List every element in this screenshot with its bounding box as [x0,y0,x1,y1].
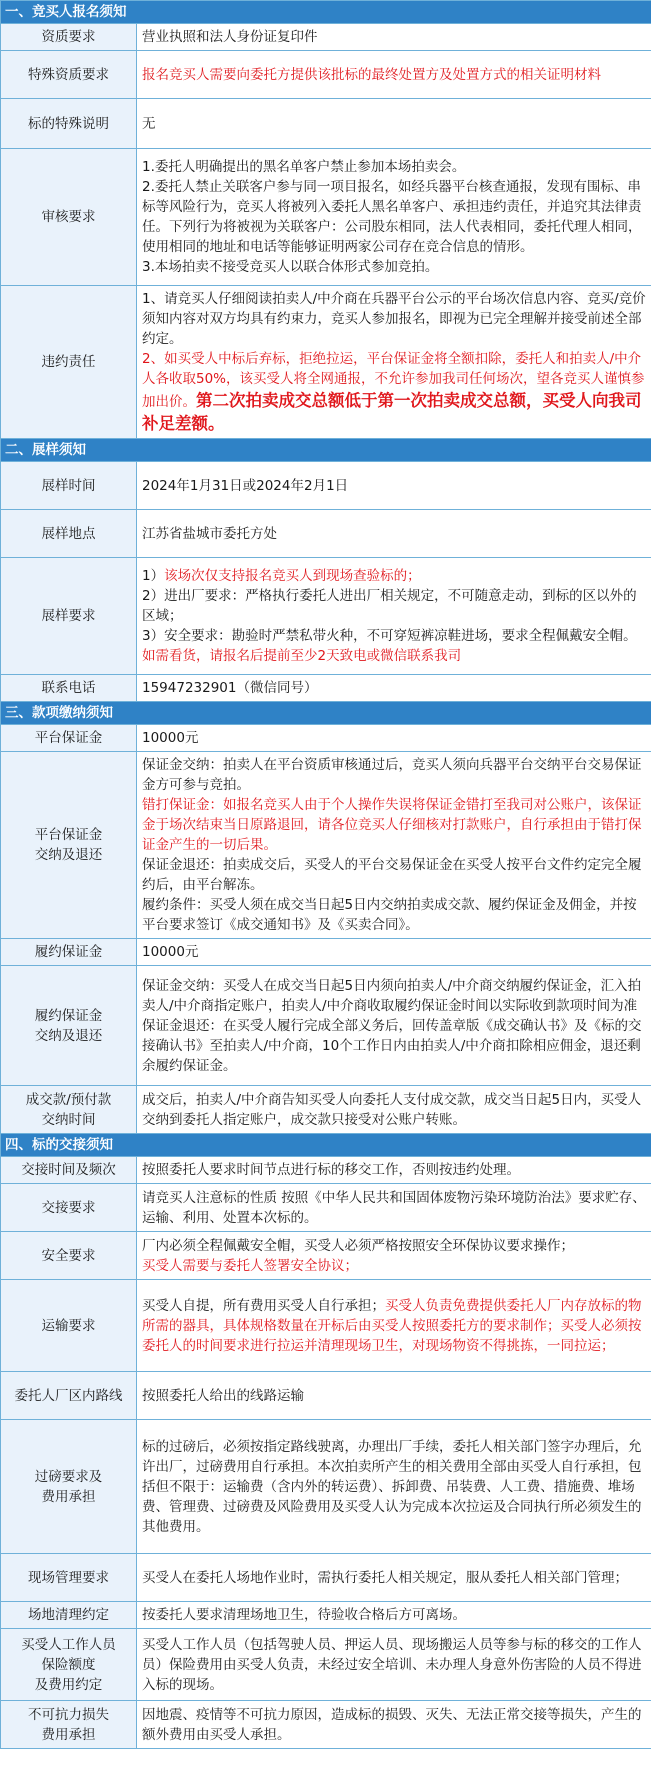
row-text: 保证金交纳：拍卖人在平台资质审核通过后，竞买人须向兵器平台交纳平台交易保证金方可参与竞拍。 [142,757,642,793]
row-text: 10000元 [142,944,199,960]
table-row [1,939,651,966]
row-value [137,752,651,939]
row-text: 买受人需要与委托人签署安全协议； [142,1257,358,1274]
row-text: 履约条件：买受人须在成交当日起5日内交纳拍卖成交款、履约保证金及佣金，并按平台要求签订《成交通知书》及《买卖合同》。 [142,897,637,933]
section-title: 一、竞买人报名须知 [1,1,651,24]
row-value [137,99,651,149]
section-header-row [1,439,651,462]
row-text: 1、请竞买人仔细阅读拍卖人/中介商在兵器平台公示的平台场次信息内容、竞买/竞价须知内容对双方均具有约束力，竞买人参加报名，即视为已完全理解并接受前述全部约定。 [142,291,646,347]
row-value [137,1086,651,1134]
table-row [1,1086,651,1134]
row-value [137,462,651,510]
row-label: 委托人厂区内路线 [1,1372,137,1420]
row-label: 平台保证金 [1,725,137,752]
row-text: 保证金退还：在买受人履行完成全部义务后，回传盖章版《成交确认书》及《标的交接确认书》至拍卖人/中介商，10个工作日内由拍卖人/中介商扣除相应佣金，退还剩余履约保证金。 [142,1017,642,1074]
row-text: 买受人工作人员（包括驾驶人员、押运人员、现场搬运人员等参与标的移交的工作人员）保险费用由买受人负责，未经过安全培训、未办理人身意外伤害险的人员不得进入标的现场。 [142,1636,642,1693]
row-value [137,725,651,752]
row-label: 不可抗力损失 费用承担 [1,1701,137,1749]
row-text: 按照委托人给出的线路运输 [142,1387,304,1404]
row-label: 特殊资质要求 [1,51,137,99]
row-label: 审核要求 [1,149,137,286]
table-row [1,1420,651,1554]
row-value [137,1701,651,1749]
row-text: 买受人负责免费提供委托人厂内存放标的物所需的器具，具体规格数量在开标后由买受人按照委托方的要求制作；买受人必须按委托人的时间要求进行拉运并清理现场卫生，对现场物资不得挑拣，一同拉运； [142,1297,642,1354]
table-row [1,24,651,51]
row-text: 2.委托人禁止关联客户参与同一项目报名，如经兵器平台核查通报，发现有围标、串标等风险行为，竞买人将被列入委托人黑名单客户、承担违约责任，并追究其法律责任。下列行为将被视为关联客户：公司股东相同，法人代表相同，委托代理人相同，使用相同的地址和电话等能够证明两家公司存在竞合信息的情形。 [142,179,642,255]
row-text: 请竞买人注意标的性质 按照《中华人民共和国固体废物污染环境防治法》要求贮存、运输、利用、处置本次标的。 [142,1189,646,1226]
row-text: 如需看货，请报名后提前至少2天致电或微信联系我司 [142,648,462,664]
table-row [1,1602,651,1629]
row-value [137,1554,651,1602]
table-row [1,1184,651,1232]
row-text: 2、如买受人中标后弃标，拒绝拉运，平台保证金将全额扣除，委托人和拍卖人/中介人各收取50%，该买受人将全网通报，不允许参加我司任何场次，望各竞买人谨慎参加出价。 [142,351,645,410]
table-row [1,725,651,752]
row-text: 错打保证金：如报名竞买人由于个人操作失误将保证金错打至我司对公账户，该保证金于场次结束当日原路退回，请各位竞买人仔细核对打款账户，自行承担由于错打保证金产生的一切后果。 [142,797,642,853]
section-header-row [1,1134,651,1157]
row-text: 2）进出厂要求：严格执行委托人进出厂相关规定，不可随意走动，到标的区以外的区域； [142,588,637,624]
table-row [1,1157,651,1184]
row-text: 保证金交纳：买受人在成交当日起5日内须向拍卖人/中介商交纳履约保证金，汇入拍卖人/中介商指定账户，拍卖人/中介商收取履约保证金时间以实际收到款项时间为准 [142,977,642,1014]
row-value [137,558,651,675]
section-title: 三、款项缴纳须知 [1,702,651,725]
row-text: 该场次仅支持报名竞买人到现场查验标的； [164,568,421,584]
row-label: 违约责任 [1,286,137,439]
row-label: 买受人工作人员 保险额度 及费用约定 [1,1629,137,1701]
row-text: 标的过磅后，必须按指定路线驶离，办理出厂手续，委托人相关部门签字办理后，允许出厂，过磅费用自行承担。本次拍卖所产生的相关费用全部由买受人自行承担，包括但不限于：运输费（含内外的转运费）、拆卸费、吊装费、人工费、措施费、堆场费、管理费、过磅费及风险费用及买受人认为完成本次拉运及合同执行所必须发生的其他费用。 [142,1438,642,1535]
row-text: 2024年1月31日或2024年2月1日 [142,477,349,494]
row-value [137,966,651,1086]
table-row [1,1701,651,1749]
row-label: 安全要求 [1,1232,137,1280]
row-label: 标的特殊说明 [1,99,137,149]
table-row [1,675,651,702]
row-label: 过磅要求及 费用承担 [1,1420,137,1554]
row-value [137,939,651,966]
table-row [1,1629,651,1701]
row-text: 1） [142,568,165,584]
section-title: 四、标的交接须知 [1,1134,651,1157]
row-value [137,1629,651,1701]
row-value [137,1372,651,1420]
table-row [1,1232,651,1280]
row-text: 3）安全要求：勘验时严禁私带火种，不可穿短裤凉鞋进场，要求全程佩戴安全帽。 [142,628,637,644]
row-label: 成交款/预付款 交纳时间 [1,1086,137,1134]
row-text: 营业执照和法人身份证复印件 [142,29,318,45]
row-value [137,510,651,558]
section-title: 二、展样须知 [1,439,651,462]
row-value [137,149,651,286]
row-label: 展样时间 [1,462,137,510]
row-label: 交接要求 [1,1184,137,1232]
row-text: 10000元 [142,730,199,746]
row-text: 买受人自提，所有费用买受人自行承担； [142,1297,385,1314]
row-label: 联系电话 [1,675,137,702]
table-row [1,510,651,558]
row-label: 平台保证金 交纳及退还 [1,752,137,939]
table-row [1,1554,651,1602]
row-value [137,1602,651,1629]
row-value [137,286,651,439]
table-row [1,1280,651,1372]
row-text: 厂内必须全程佩戴安全帽，买受人必须严格按照安全环保协议要求操作； [142,1237,574,1254]
row-text: 报名竞买人需要向委托方提供该批标的最终处置方及处置方式的相关证明材料 [142,66,601,83]
row-label: 交接时间及频次 [1,1157,137,1184]
row-label: 资质要求 [1,24,137,51]
row-value [137,1420,651,1554]
table-row [1,1372,651,1420]
row-label: 场地清理约定 [1,1602,137,1629]
row-value [137,1157,651,1184]
section-header-row [1,702,651,725]
row-value [137,1280,651,1372]
row-text: 15947232901（微信同号） [142,680,318,696]
row-text: 按照委托人要求时间节点进行标的移交工作，否则按违约处理。 [142,1162,520,1178]
row-text: 第二次拍卖成交总额低于第一次拍卖成交总额，买受人向我司补足差额。 [142,391,642,433]
table-row [1,558,651,675]
row-value [137,1232,651,1280]
row-label: 展样要求 [1,558,137,675]
table-row [1,99,651,149]
row-text: 无 [142,115,156,132]
row-text: 江苏省盐城市委托方处 [142,525,277,542]
table-row [1,51,651,99]
row-label: 履约保证金 [1,939,137,966]
row-text: 买受人在委托人场地作业时，需执行委托人相关规定，服从委托人相关部门管理； [142,1569,628,1586]
row-text: 保证金退还：拍卖成交后，买受人的平台交易保证金在买受人按平台文件约定完全履约后，由平台解冻。 [142,857,642,893]
row-text: 成交后，拍卖人/中介商告知买受人向委托人支付成交款，成交当日起5日内，买受人交纳到委托人指定账户，成交款只接受对公账户转账。 [142,1091,642,1128]
row-label: 现场管理要求 [1,1554,137,1602]
row-label: 展样地点 [1,510,137,558]
row-value [137,24,651,51]
row-label: 运输要求 [1,1280,137,1372]
notice-table-body [1,1,651,1749]
table-row [1,462,651,510]
row-value [137,51,651,99]
table-row [1,752,651,939]
table-row [1,149,651,286]
row-text: 1.委托人明确提出的黑名单客户禁止参加本场拍卖会。 [142,159,466,175]
table-row [1,286,651,439]
row-value [137,1184,651,1232]
row-text: 3.本场拍卖不接受竞买人以联合体形式参加竞拍。 [142,259,439,275]
table-row [1,966,651,1086]
row-text: 按委托人要求清理场地卫生，待验收合格后方可离场。 [142,1607,466,1623]
section-header-row [1,1,651,24]
row-label: 履约保证金 交纳及退还 [1,966,137,1086]
row-text: 因地震、疫情等不可抗力原因，造成标的损毁、灭失、无法正常交接等损失，产生的额外费用由买受人承担。 [142,1706,642,1743]
row-value [137,675,651,702]
